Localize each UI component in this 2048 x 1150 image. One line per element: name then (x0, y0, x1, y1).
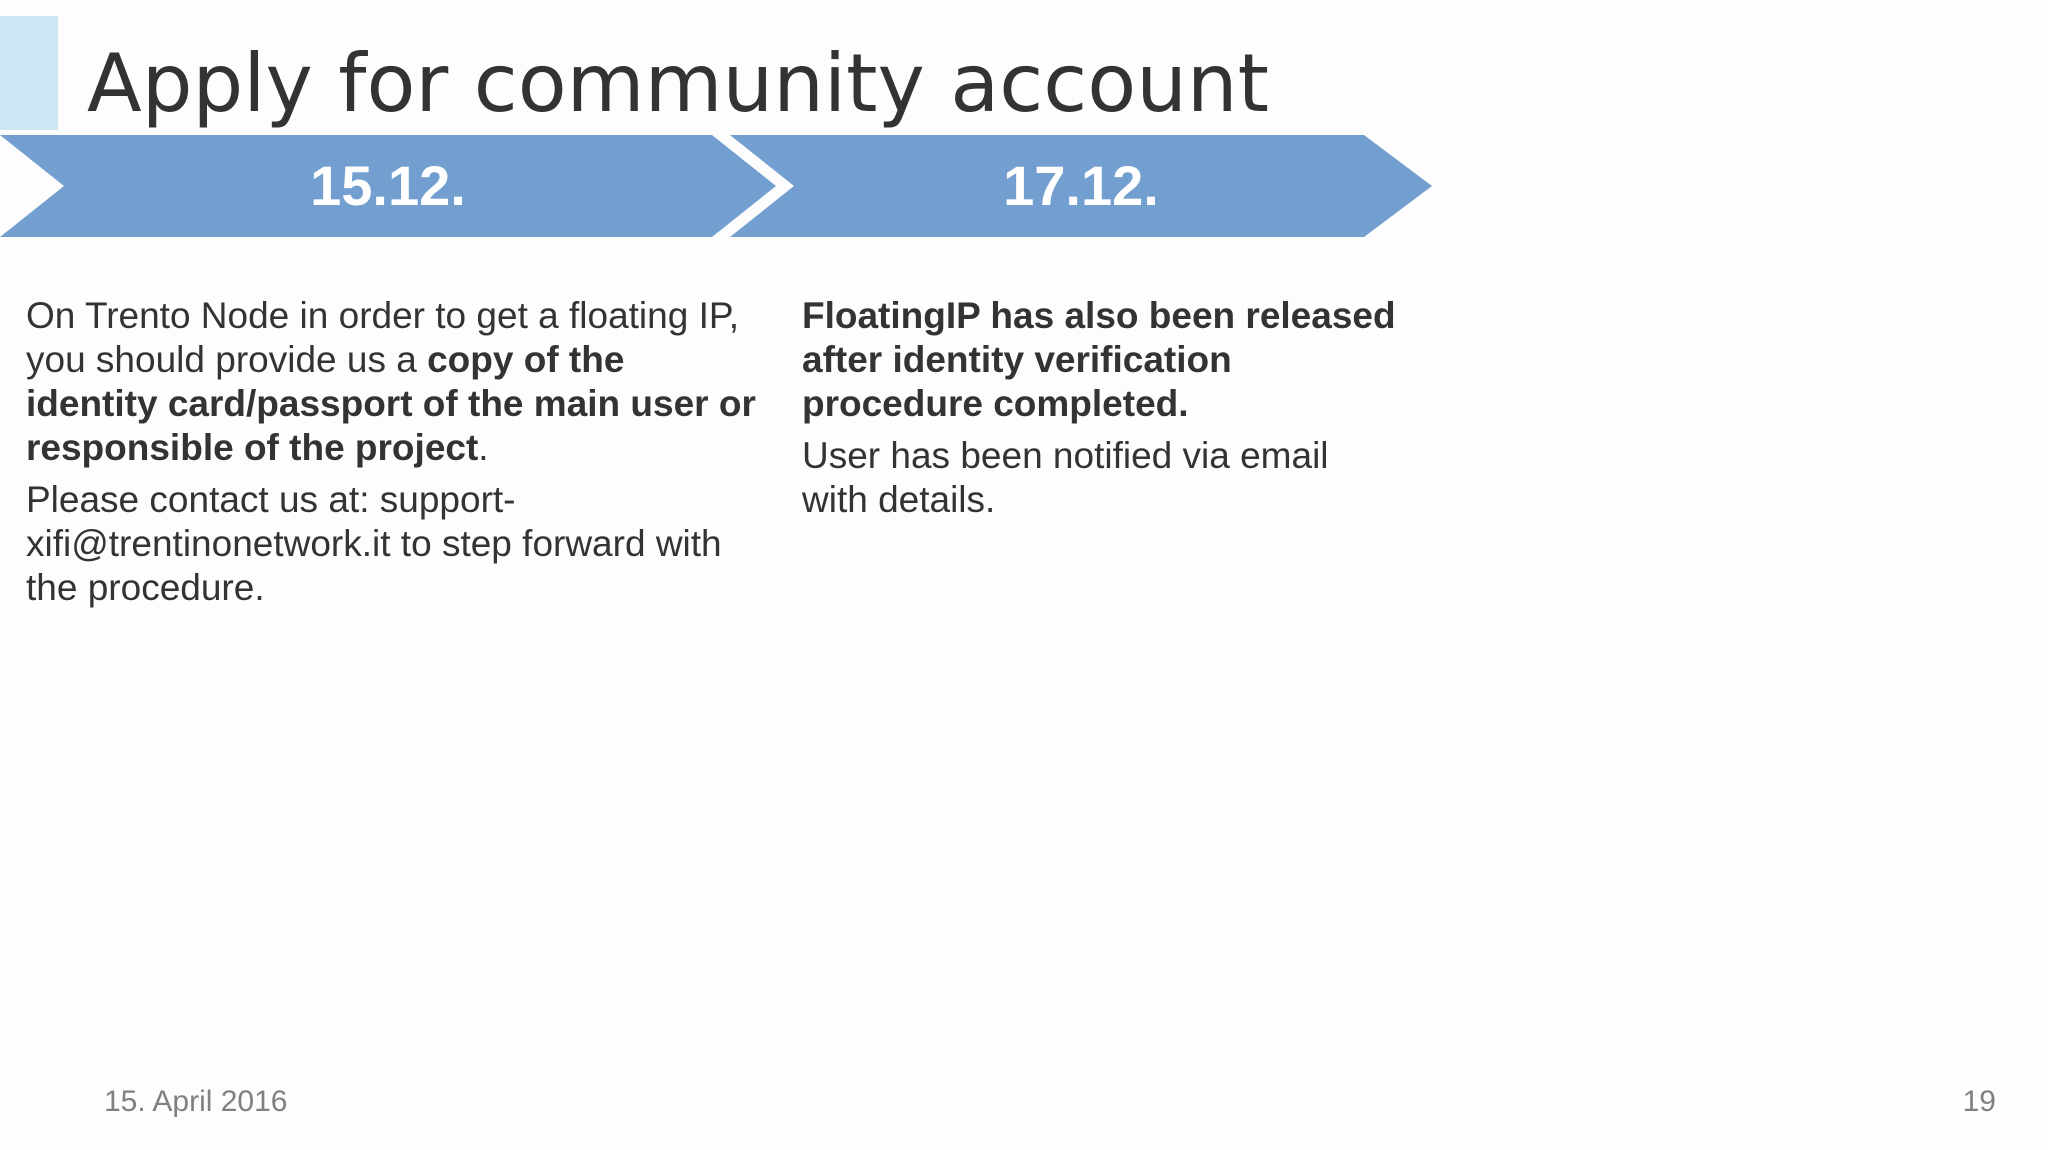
paragraph-text: . (478, 427, 489, 468)
step-paragraph: Please contact us at: support-xifi@trentinonetwork.it to step forward with the procedure. (26, 479, 722, 608)
timeline-step-date: 17.12. (1003, 154, 1159, 217)
step-paragraph (26, 294, 756, 470)
step-paragraph: User has been notified via email with details. (802, 435, 1329, 520)
emphasized-text: copy of the identity card/passport of the main user or responsible of the project (26, 339, 756, 468)
step-description-column (802, 294, 1402, 530)
page-number: 19 (1962, 1085, 1996, 1118)
slide-title: Apply for community account (87, 37, 1269, 130)
paragraph-text: On Trento Node in order to get a floating IP, you should provide us a (26, 295, 740, 380)
step-paragraph (802, 294, 1402, 426)
emphasized-text: FloatingIP has also been released after identity verification procedure completed. (802, 295, 1396, 424)
timeline (0, 135, 1440, 237)
title-accent-bar (0, 16, 58, 130)
timeline-step-date: 15.12. (310, 154, 466, 217)
footer-date: 15. April 2016 (104, 1085, 288, 1118)
step-description-column (26, 294, 756, 618)
